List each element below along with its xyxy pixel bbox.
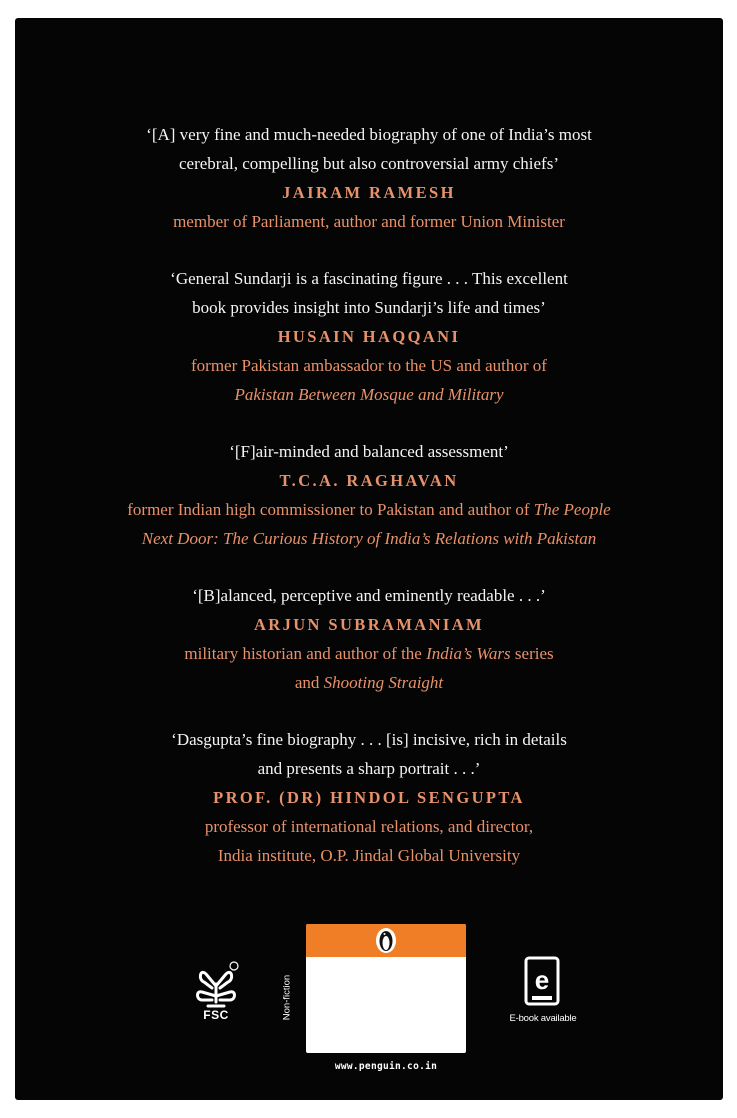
blurb <box>15 120 723 236</box>
fsc-label: FSC <box>203 1008 229 1022</box>
blurb <box>15 437 723 553</box>
blurb-author-description <box>15 380 723 409</box>
penguin-logo-icon <box>375 927 397 954</box>
blurb-quote-line: ‘General Sundarji is a fascinating figure . . . This excellent <box>170 269 568 288</box>
blurb-author-description <box>15 524 723 553</box>
description-text: former Pakistan ambassador to the US and author of <box>191 356 547 375</box>
description-text: series <box>510 644 554 663</box>
blurb-quote-line: book provides insight into Sundarji’s life and times’ <box>192 298 546 317</box>
description-text: member of Parliament, author and former Union Minister <box>173 212 565 231</box>
blurb-author-name: JAIRAM RAMESH <box>282 183 456 202</box>
description-text: professor of international relations, and director, <box>204 817 534 836</box>
book-title: Next Door: The Curious History of India’s Relations with Pakistan <box>141 529 597 548</box>
blurb-author-description <box>15 495 723 524</box>
blurb <box>15 581 723 697</box>
category-text: Non-fiction <box>281 974 293 1021</box>
ebook-icon <box>522 956 562 1008</box>
blurb-quote-line: and presents a sharp portrait . . .’ <box>257 759 481 778</box>
ebook-letter: e <box>534 965 550 995</box>
blurb-author-name: PROF. (DR) HINDOL SENGUPTA <box>213 788 525 807</box>
blurb-author-name: ARJUN SUBRAMANIAM <box>253 615 485 634</box>
penguin-barcode-panel <box>306 924 466 1053</box>
blurb-author-description <box>15 668 723 697</box>
penguin-orange-band <box>306 924 466 957</box>
book-title: The People <box>533 500 611 519</box>
ebook-label: E-book available <box>509 1013 577 1024</box>
blurb-author-description <box>15 639 723 668</box>
description-text: India institute, O.P. Jindal Global University <box>217 846 521 865</box>
blurb-author-description <box>15 812 723 841</box>
blurb <box>15 725 723 870</box>
blurb-author-description <box>15 841 723 870</box>
category-label <box>280 956 294 1056</box>
blurbs-section <box>15 120 723 898</box>
blurb-quote-line: ‘[B]alanced, perceptive and eminently readable . . .’ <box>192 586 546 605</box>
publisher-url: www.penguin.co.in <box>334 1061 438 1072</box>
book-title: Pakistan Between Mosque and Military <box>234 385 504 404</box>
blurb-quote-line: ‘[F]air-minded and balanced assessment’ <box>229 442 509 461</box>
blurb-author-name: T.C.A. RAGHAVAN <box>279 471 459 490</box>
blurb-quote-line: ‘Dasgupta’s fine biography . . . [is] incisive, rich in details <box>171 730 567 749</box>
blurb <box>15 264 723 409</box>
blurb-quote-line: cerebral, compelling but also controversial army chiefs’ <box>179 154 559 173</box>
book-title: Shooting Straight <box>323 673 444 692</box>
book-back-cover <box>15 18 723 1100</box>
blurb-author-name: HUSAIN HAQQANI <box>277 327 461 346</box>
description-text: former Indian high commissioner to Pakistan and author of <box>127 500 534 519</box>
description-text: military historian and author of the <box>184 644 427 663</box>
blurb-quote-line: ‘[A] very fine and much-needed biography of one of India’s most <box>146 125 592 144</box>
blurb-author-description <box>15 207 723 236</box>
book-title: India’s Wars <box>426 644 511 663</box>
blurb-author-description <box>15 351 723 380</box>
description-text: and <box>294 673 324 692</box>
